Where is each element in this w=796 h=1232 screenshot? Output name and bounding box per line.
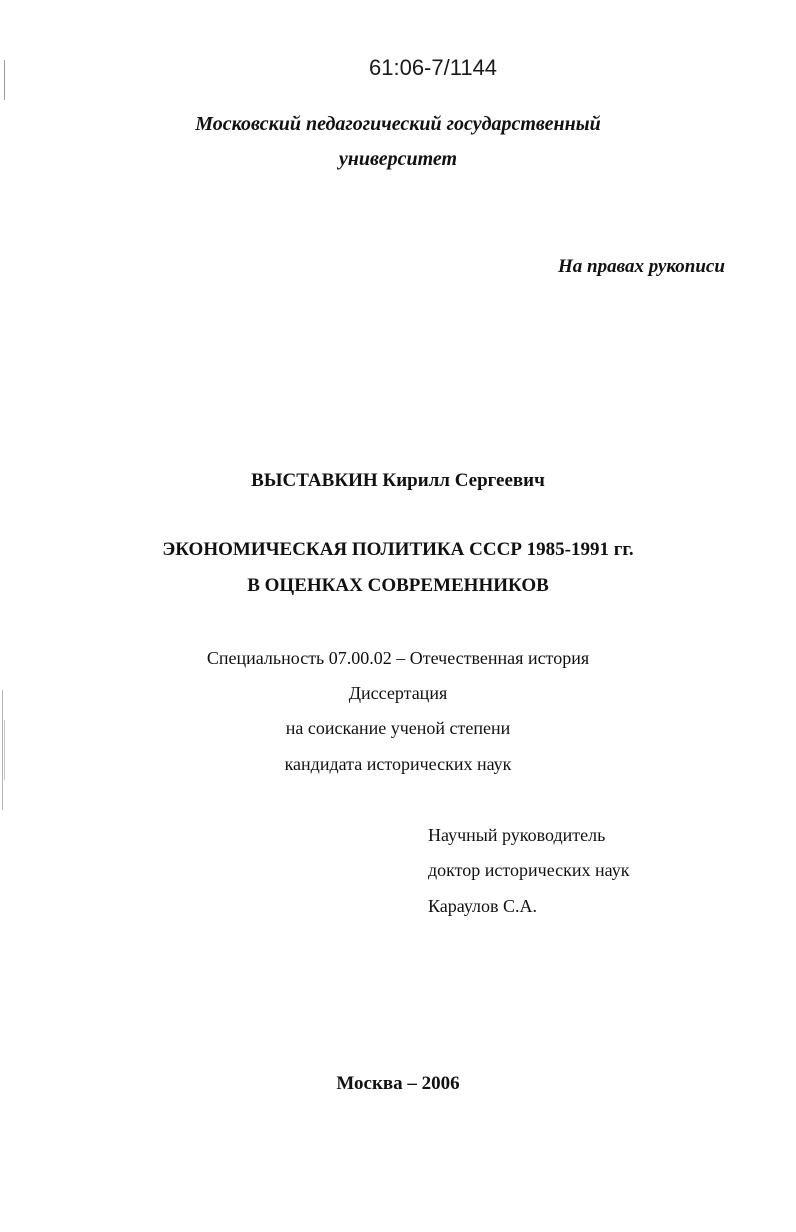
scan-artifact (4, 720, 5, 780)
supervisor-label: Научный руководитель (428, 825, 606, 845)
city-year: Москва – 2006 (336, 1073, 460, 1094)
university-name-line2: университет (338, 148, 458, 170)
supervisor-name: Караулов С.А. (428, 896, 538, 916)
dissertation-title-line1: ЭКОНОМИЧЕСКАЯ ПОЛИТИКА СССР 1985-1991 гг. (162, 539, 634, 560)
degree-line1: на соискание ученой степени (285, 718, 511, 738)
work-type: Диссертация (348, 683, 448, 703)
author-name: ВЫСТАВКИН Кирилл Сергеевич (251, 470, 545, 491)
catalog-code: 61:06-7/1144 (369, 55, 498, 80)
scan-artifact (2, 690, 3, 810)
manuscript-rights-note: На правах рукописи (558, 256, 725, 277)
dissertation-title-line2: В ОЦЕНКАХ СОВРЕМЕННИКОВ (247, 575, 549, 596)
scan-artifact (4, 60, 5, 100)
university-name-line1: Московский педагогический государственный (195, 113, 601, 135)
degree-line2: кандидата исторических наук (284, 754, 512, 774)
supervisor-degree: доктор исторических наук (428, 860, 630, 880)
specialty-line: Специальность 07.00.02 – Отечественная история (206, 648, 590, 668)
